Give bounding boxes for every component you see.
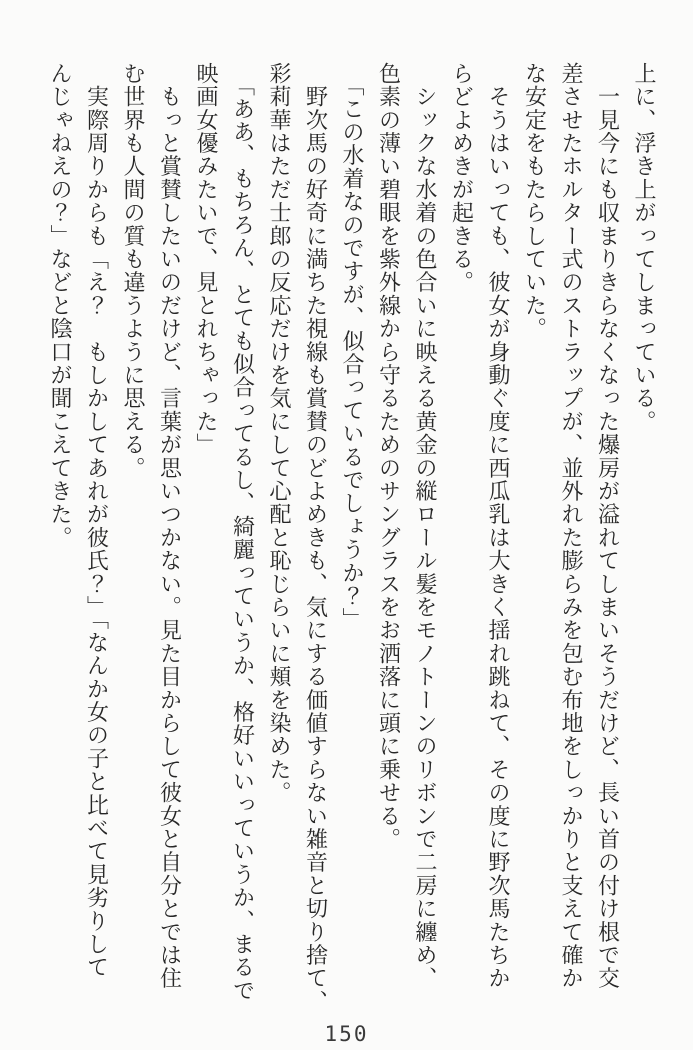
text-line: シックな水着の色合いに映える黄金の縦ロール髪をモノトーンのリボンで二房に纏め、 xyxy=(413,62,438,990)
text-line: 彩莉華はただ士郎の反応だけを気にして心配と恥じらいに頬を染めた。 xyxy=(267,62,292,805)
text-line: もっと賞賛したいのだけど、言葉が思いつかない。見た目からして彼女と自分とでは住 xyxy=(157,62,183,990)
page-number: 150 xyxy=(324,1022,369,1046)
text-line: 「この水着なのですが、似合っているでしょうか？」 xyxy=(340,62,365,631)
text-line: 実際周りからも「え？ もしかしてあれが彼氏？」「なんか女の子と比べて見劣りして xyxy=(84,62,110,979)
text-line: 色素の薄い碧眼を紫外線から守るためのサングラスをお洒落に頭に乗せる。 xyxy=(376,62,402,851)
text-line: らどよめきが起きる。 xyxy=(449,62,475,294)
text-line: 上に、浮き上がってしまっている。 xyxy=(632,62,657,434)
text-line: 一見今にも収まりきらなくなった爆房が溢れてしまいそうだけど、長い首の付け根で交 xyxy=(595,62,621,990)
text-line: 映画女優みたいで、見とれちゃった」 xyxy=(194,62,219,457)
text-line: 「ああ、もちろん、とても似合ってるし、綺麗っていうか、格好いいっていうか、まるで xyxy=(230,62,256,1003)
text-line: 差させたホルター式のストラップが、並外れた膨らみを包む布地をしっかりと支えて確か xyxy=(559,62,584,990)
text-line: 野次馬の好奇に満ちた視線も賞賛のどよめきも、気にする価値すらない雑音と切り捨て、 xyxy=(303,62,329,1014)
text-line: な安定をもたらしていた。 xyxy=(522,62,548,341)
text-line: そうはいっても、彼女が身動ぐ度に西瓜乳は大きく揺れ跳ねて、その度に野次馬たちか xyxy=(486,62,511,990)
novel-text-block xyxy=(42,62,663,1012)
text-line: む世界も人間の質も違うように思える。 xyxy=(121,62,146,480)
text-line: んじゃねえの？」などと陰口が聞こえてきた。 xyxy=(48,62,73,550)
